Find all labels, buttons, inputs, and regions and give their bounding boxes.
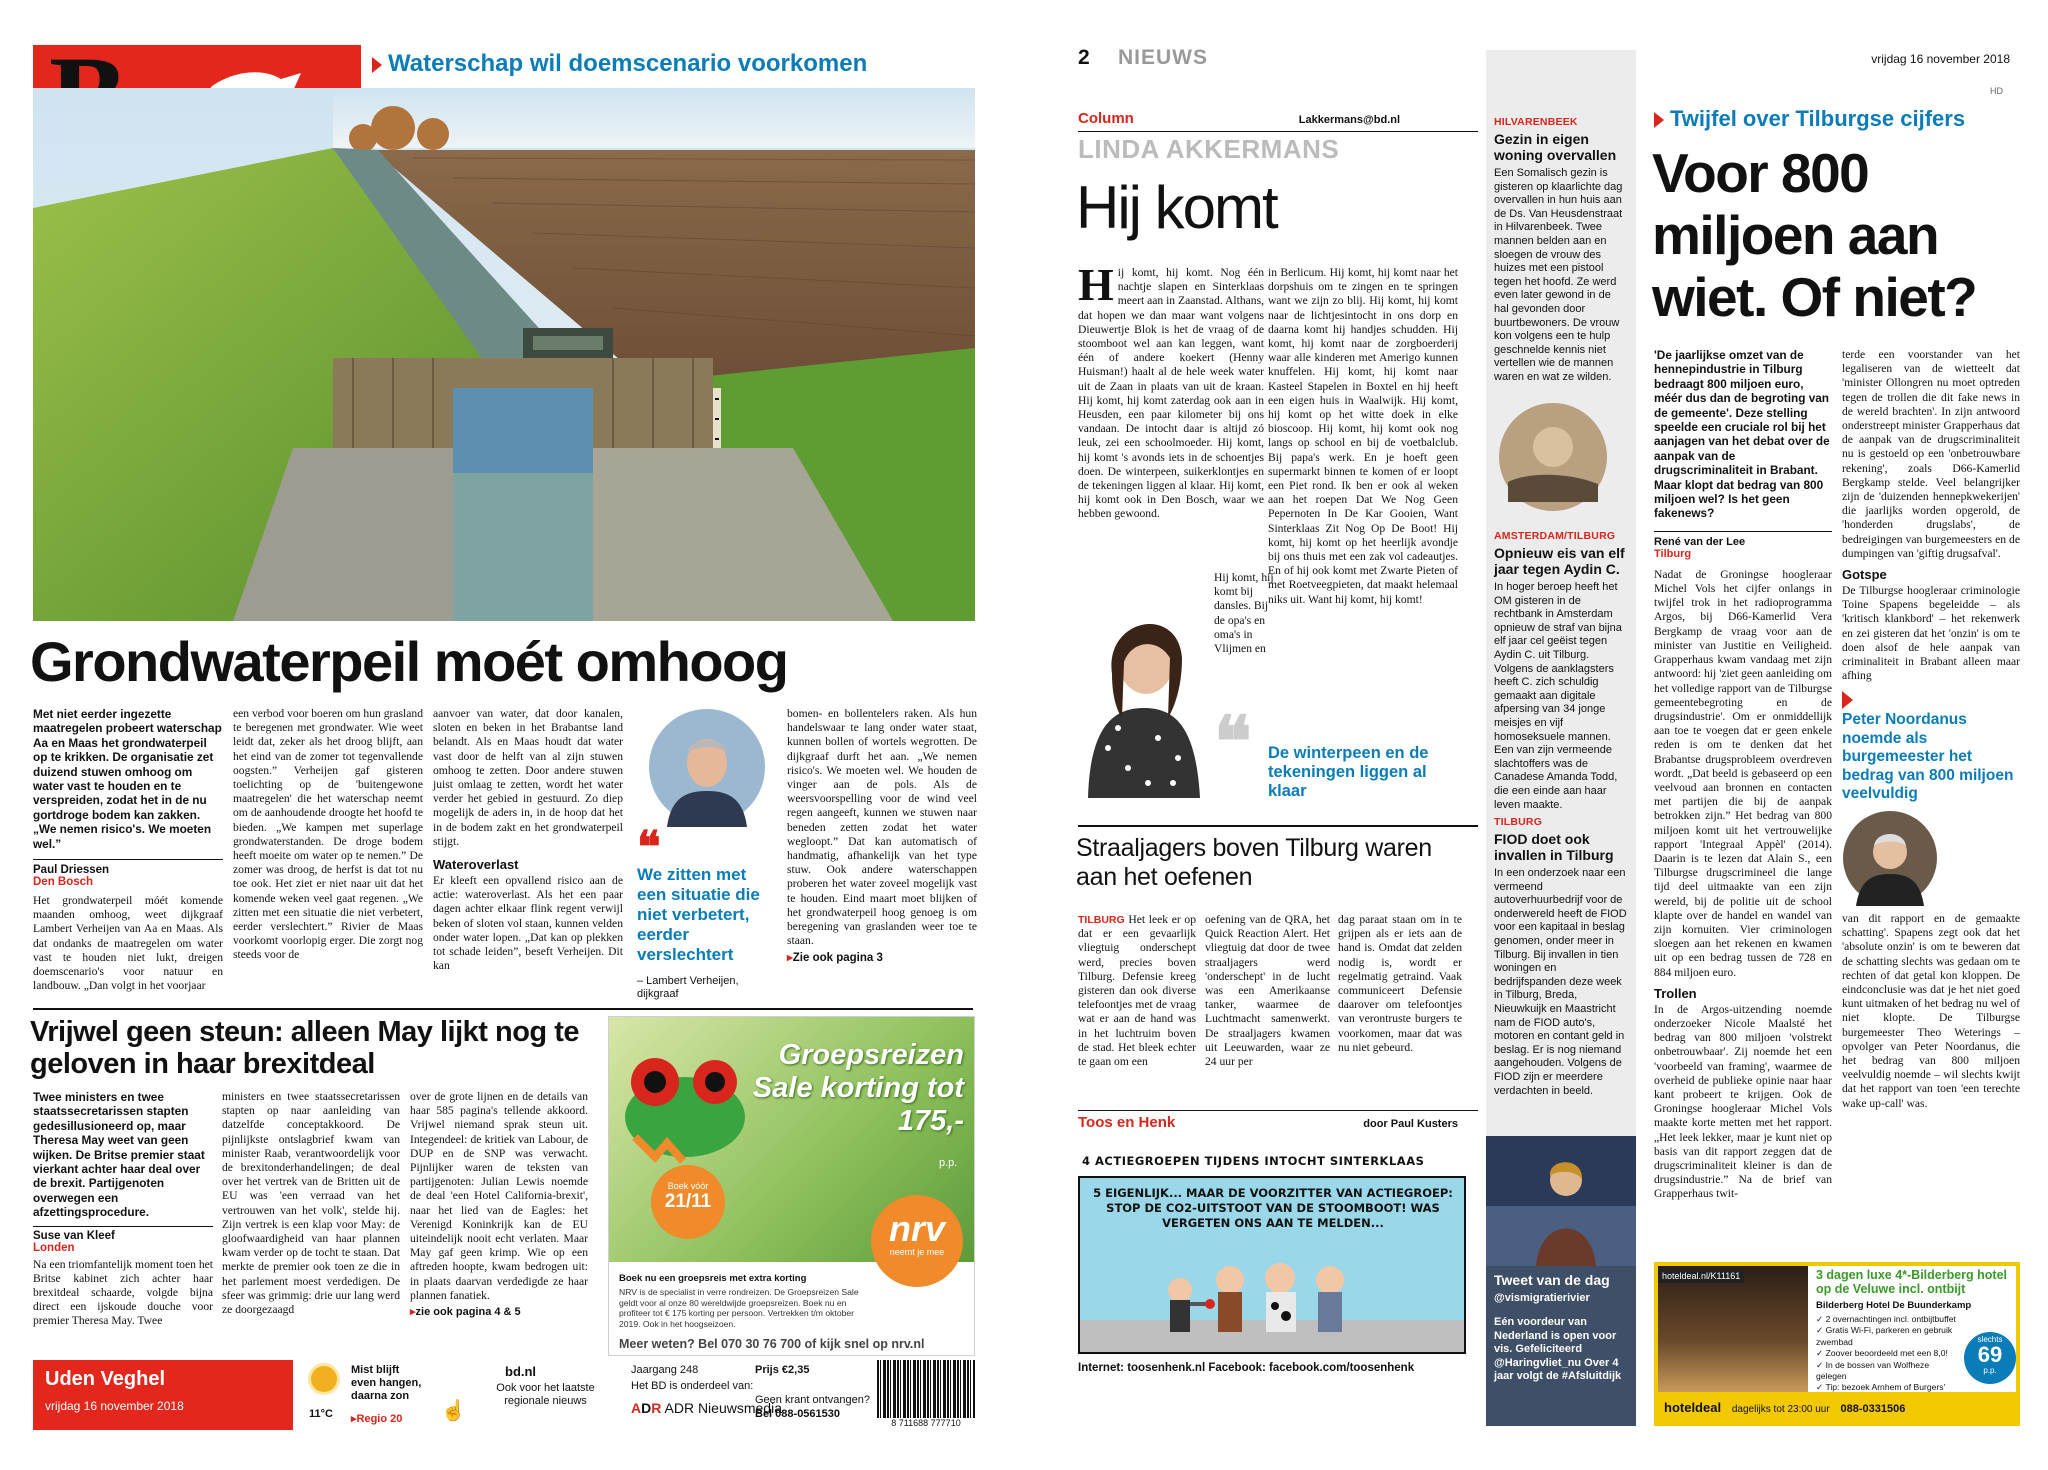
main-subhead-2: Gotspe (1842, 567, 1887, 583)
comic-author: door Paul Kusters (1363, 1118, 1458, 1130)
page-date: vrijdag 16 november 2018 (1871, 52, 2010, 66)
jet-headline[interactable]: Straaljagers boven Tilburg waren aan het oefenen (1076, 834, 1432, 891)
hand-icon: ☝ (441, 1400, 466, 1422)
price-pp: p.p. (1983, 1366, 1997, 1375)
hotel-feature: ✓ 2 overnachtingen incl. ontbijtbuffet (1816, 1314, 1956, 1324)
comic-drawing (1080, 1250, 1466, 1354)
brexit-lead: Twee ministers en twee staatssecretarissen stapten gedesillusioneerd op, maar Theresa May weet van geen wijken. De Britse premier staat vierkant achter haar deal over de brexit. Partijgenoten overwegen een afzettingsprocedure. (33, 1090, 205, 1220)
hotel-bar (1658, 1392, 2016, 1422)
article-col-1 (33, 707, 223, 995)
sidebar-item-hilvarenbeek[interactable] (1494, 116, 1628, 385)
price-value: 69 (1977, 1342, 2003, 1367)
comic-panel (1078, 1176, 1466, 1354)
column-quote: De winterpeen en de tekeningen liggen al klaar (1268, 744, 1429, 800)
jet-body-3: dag paraat staan om in te grijpen als er iets aan de hand is. Omdat dat zelden nodig is, wordt er regelmatig getraind. Vaak communiceert Defensie daarover om telefoontjes van verontruste burgers te voorkomen, maar dat was nu niet gebeurd. (1338, 913, 1462, 1054)
sidebar-body: In een onderzoek naar een vermeend autoverhuurbedrijf voor de onderwereld heeft de FIOD voor een kapitaal in beslag genomen, onder meer in Tilburg. Bij invallen in tien woningen en bedrijfspanden deze week in Tilburg, Breda, Nieuwkuijk en Maastricht nam de FIOD auto's, motoren en contant geld in beslag. Er is nog niemand aangehouden. Volgens de FIOD zijn er meerdere verdachten in beeld. (1494, 867, 1627, 1097)
edition-date: vrijdag 16 november 2018 (45, 1399, 184, 1413)
jet-col-2 (1205, 913, 1330, 1071)
brexit-headline[interactable]: Vrijwel geen steun: alleen May lijkt nog te geloven in haar brexitdeal (30, 1016, 579, 1080)
tweet-photo (1486, 1136, 1636, 1266)
main-subhead-1: Trollen (1654, 985, 1697, 1001)
brexit-author: Suse van Kleef (33, 1229, 115, 1242)
see-also-link[interactable]: ▸Zie ook pagina 3 (787, 952, 883, 965)
hotel-feature: ✓ Zoover beoordeeld met een 8,0! (1816, 1348, 1948, 1359)
brexit-col-2 (222, 1090, 400, 1319)
nrv-logo (871, 1195, 963, 1287)
jet-rule (1078, 825, 1478, 827)
article-author: Paul Driessen (33, 864, 110, 877)
sidebar-head: Opnieuw eis van elf jaar tegen Aydin C. (1494, 545, 1625, 577)
main-headline-right[interactable]: Voor 800 miljoen aan wiet. Of niet? (1652, 142, 1977, 328)
columnist-photo (1078, 578, 1210, 798)
comic-title: 4 ACTIEGROEPEN TIJDENS INTOCHT SINTERKLAAS (1082, 1154, 1425, 1168)
section-rule (33, 1008, 973, 1010)
hotel-feature: ✓ In de bossen van Wolfheze gelegen (1816, 1359, 1930, 1382)
krant-question: Geen krant ontvangen? (755, 1394, 870, 1406)
sidebar-body: In hoger beroep heeft het OM gisteren in de rechtbank in Amsterdam opnieuw de straf van bijna elf jaar cel geëist tegen Aydin C. uit Tilburg. Volgens de aanklagsters heeft C. zich schuldig gemaakt aan digitale afpersing van 34 jonge meisjes en vijf homoseksuele mannen. Een van zijn vermeende slachtoffers was de Canadese Amanda Todd, die een einde aan haar leven maakte. (1494, 581, 1622, 811)
weather-regio[interactable]: ▸Regio 20 (351, 1413, 403, 1425)
column-body-c: in Berlicum. Hij komt, hij komt naar het dorpshuis om te zingen en te springen want we zijn zo blij. Hij komt, hij komt naar de lichtjesintocht in ons dorp en daarna komt hij handjes schudden. Hij komt, hij komt naar de zorgboerderij waar alle kinderen met Amerigo kunnen knuffelen. Hij komt, hij komt naar Kasteel Stapelen in Boxtel en hij heeft een eigen huis in Waalwijk. Hij komt, hij komt op het witte doek in elke bioscoop. Hij komt, hij komt ook nog langs op school en bij de voetbalclub. Bij papa's werk. En je hoeft geen supermarkt binnen te komen of er loopt een Piet rond. Ik ben er ook al weken aan het roepen Dat We Nog Geen Pepernoten In De Kar Gooien, Want Sinterklaas Zit Nog Op De Boot! Hij komt, hij komt op het heerlijk avondje bij ons thuis met een zak vol cadeautjes. En of hij ook komt met Zwarte Pieten of met Roetveegpieten, dat maakt helemaal niks uit. Want hij komt, hij komt! (1268, 266, 1458, 606)
hotel-phone[interactable]: 088-0331506 (1840, 1403, 1906, 1415)
brexit-col-1 (33, 1090, 213, 1331)
column-body-a: ij komt, hij komt. Nog één nachtje slapen en Sinterklaas meert aan in Zaanstad. Althans, dat hopen we dan maar want volgens Dieuwertje Blok is het de vraag of de stoomboot wel aan kan leggen, want één of andere koekert (Henny Huisman!) haalt al de hele week water uit de Zaan in plaats van uit de kraan. Hij komt, hij komt zaterdag ook aan in Heusden, een paar kilometer bij ons vandaan. De intocht daar is altijd zó leuk, zei een schoolmoeder. Hij komt, hij komt 's avonds iets in de schoentjes doen. De winterpeen, suikerklontjes en de tekeningen liggen al klaar. Hij komt, hij komt ook in Den Bosch, waar we hebben gewoond. (1078, 266, 1264, 521)
main-author: René van der Lee (1654, 535, 1746, 548)
column-col-2 (1268, 266, 1458, 609)
frog-icon (615, 1037, 765, 1167)
page-code: HD (1990, 86, 2003, 96)
ad-body: NRV is de specialist in verre rondreizen. De Groepsreizen Sale geldt voor al onze 80 wereldwijde groepsreizen. Boek nu en profiteer tot € 175 korting per persoon. Vertrekken t/m oktober 2019. Ook in het hoogseizoen. (619, 1287, 859, 1329)
tweet-text: Eén voordeur van Nederland is open voor vis. Gefeliciteerd @Haringvliet_nu Over 4 jaar volgt de #Afsluitdijk (1494, 1316, 1622, 1382)
hotel-title: 3 dagen luxe 4*-Bilderberg hotel op de Veluwe incl. ontbijt (1816, 1268, 2008, 1296)
article-body-5: bomen- en bollentelers raken. Als hun handelswaar te lang onder water staat, kunnen bollen of wortels wegrotten. De dijkgraaf durft het aan. „We nemen risico's. We moeten wel. We houden de vinger aan de pols. Als de weersvoorspelling voor de wind veel regen aangeeft, kunnen we stuwen naar beneden zetten zodat het water wegloopt.” Dat kan automatisch of handmatig, afhankelijk van het type stuw. Ook andere waterschappen proberen het water zoveel mogelijk vast te houden. Eind maart moet blijken of het grondwaterpeil hoog genoeg is om beregening van graslanden weer toe te staan. (787, 707, 977, 948)
hotel-site[interactable]: hoteldeal.nl/K11161 (1658, 1269, 1744, 1283)
teaser-text: Waterschap wil doemscenario voorkomen (388, 50, 868, 77)
sidebar-tag: HILVARENBEEK (1494, 116, 1578, 128)
lead-rule (33, 859, 223, 860)
hotel-feature: ✓ Gratis Wi-Fi, parkeren en gebruik zwembad (1816, 1325, 1953, 1347)
sidebar-tag: TILBURG (1494, 816, 1543, 828)
nrv-ad[interactable] (608, 1016, 975, 1356)
column-title: Hij komt (1076, 174, 1277, 241)
article-col-5 (787, 707, 977, 964)
comic-footer[interactable]: Internet: toosenhenk.nl Facebook: facebook.com/toosenhenk (1078, 1362, 1415, 1374)
noordanus-photo (1842, 810, 1938, 906)
site-text: Ook voor het laatste regionale nieuws (496, 1382, 595, 1407)
arrow-icon (1654, 112, 1664, 128)
main-lead: 'De jaarlijkse omzet van de hennepindustrie in Tilburg bedraagt 800 miljoen euro, méér dus dan de begroting van de gemeente'. Deze stelling speelde een cruciale rol bij het aanjagen van het debat over de aanpak van de drugscriminaliteit in Brabant. Maar klopt dat bedrag van 800 miljoen wel? Is het geen fakenews? (1654, 348, 1830, 521)
kicker-text: Twijfel over Tilburgse cijfers (1670, 106, 1966, 131)
sidebar-head: Gezin in eigen woning overvallen (1494, 131, 1617, 163)
column-col-1 (1078, 259, 1264, 524)
comic-rule (1078, 1110, 1478, 1111)
ad-badge (651, 1165, 725, 1239)
hotel-feature: ✓ Tip: bezoek Arnhem of Burgers' (1816, 1382, 1946, 1393)
edition-box (33, 1360, 293, 1430)
main-col-1 (1654, 348, 1832, 1204)
barcode-number: 8 711688 777710 (877, 1418, 975, 1428)
main-body-1: Nadat de Groningse hoogleraar Michel Vols het cijfer onlangs in twijfel trok in het radioprogramma Argos, bij D66-Kamerlid Vera Bergkamp de vraag voor aan de minister van Justitie en Veiligheid. Grapperhaus kwam vandaag met zijn antwoord: hij 'ziet geen aanleiding om het volledige rapport van de Tilburgse gemeentebegroting en de drugsindustrie'. Om er onmiddellijk aan toe te voegen dat er geen enkele reden is om te denken dat het Brabantse drugsprobleem overdreven wordt. „Dat beeld is gebaseerd op een veelvoud aan bronnen en contacten met partijen die bij de aanpak betrokken zijn.” Het bedrag van 800 miljoen komt uit het vertrouwelijke rapport 'Integraal Appèl' (2014). Daarin is te lezen dat Alain S., een Tilburgse drugscrimineel die lange tijd deel uitmaakte van een zijn wereld, bij de politie uit de school klapte over de handel en wandel van zijn kornuiten. Vier criminologen sloegen aan het rekenen en kwamen uit op een bedrag tussen de 728 en 884 miljoen euro. (1654, 567, 1832, 979)
tweet-box (1486, 1136, 1636, 1426)
ad-title: Groepsreizen Sale korting tot 175,- (752, 1039, 964, 1137)
arrow-icon (1842, 691, 1853, 709)
brexit-body-2: ministers en twee staatssecretarissen stapten op naar aanleiding van datzelfde conceptakkoord. De pijnlijkste ontslagbrief kwam van minister Raab, verantwoordelijk voor de brexitonderhandelingen; de deal over het vertrek van de Britten uit de EU was 'een verraad van het vertrouwen van het volk', stelde hij. Zijn vertrek is een klap voor May: de gloofwaardigheid van haar plannen kwam verder op de tocht te staan. Dat merkte de premier ook toen ze die in het parlement moest verdedigen. De sfeer was grimmig: drie uur lang werd ze doorgezaagd (222, 1090, 400, 1317)
main-body-1b: In de Argos-uitzending noemde onderzoeker Nicole Maalsté het bedrag van 800 miljoen 'volstrekt onbetrouwbaar'. Zij noemde het een 'voorbeeld van framing', waarmee de overheid de publieke opinie naar haar kant probeert te krijgen. Ook de Groningse hoogleraar Michel Vols maakte korte metten met het rapport. „Het leek lekker, maar je kunt niet op basis van dit rapport zeggen dat de drugscriminaliteit kleiner is dan de drugsindustrie.” Na de brief van Grapperhaus twit- (1654, 1002, 1832, 1201)
column-author: LINDA AKKERMANS (1078, 134, 1340, 164)
main-pull-quote: Peter Noordanus noemde als burgemeester het bedrag van 800 miljoen veelvuldig (1842, 711, 2014, 803)
page-number: 2 (1078, 46, 1090, 69)
sidebar-head: FIOD doet ook invallen in Tilburg (1494, 831, 1614, 863)
jaargang: Jaargang 248 (631, 1364, 699, 1376)
sidebar-item-fiod[interactable] (1494, 816, 1628, 1098)
hotel-photo (1658, 1266, 1808, 1392)
brexit-body-1: Na een triomfantelijk moment toen het Britse kabinet zich achter haar brexitdeal schaarde, volgde bijna direct een ijskoude douche voor premier Theresa May. Twee (33, 1257, 213, 1328)
main-body-2b: van dit rapport en de gemaakte schatting'. Spapens zegt ook dat het 'absolute onzin' is om te beweren dat de schatting slechts was gedaan om te rechten of dat getal kon kloppen. De eindconclusie was dat je het niet goed kunt uitmaken of het bedrag nu wel of niet klopte. De Tilburgse burgemeester Theo Weterings – opvolger van Peter Noordanus, die het bedrag van 800 miljoen veelvuldig noemde – wil slechts kwijt dat het rapport van toen 'een terechte wake up-call' was. (1842, 911, 2020, 1110)
column-quote-mark: ❝ (1214, 703, 1252, 781)
jet-col-3 (1338, 913, 1462, 1057)
brexit-place: Londen (33, 1241, 75, 1254)
price: Prijs €2,35 (755, 1364, 810, 1376)
brexit-col-3 (410, 1090, 588, 1318)
ad-head: Boek nu een groepsreis met extra korting (619, 1273, 807, 1284)
main-body-2: terde een voorstander van het legaliseren van de wietteelt dat 'minister Ollongren nu moet optreden tegen de trollen die dit fake news in de wereld brachten'. In zijn antwoord onderstreept minister Grapperhaus dat de aanpak van de drugscriminaliteit nu is gestoeld op een 'onbetrouwbare rekening', zoals D66-Kamerlid Bergkamp stelde. Veel belangrijker zijn de 'duizenden hennepkwekerijen' die jaarlijks worden opgerold, de 'honderden drugslabs', de bedreigingen van burgemeesters en de dumpingen van 'giftig drugsafval'. (1842, 348, 2020, 560)
main-kicker[interactable] (1654, 106, 2024, 132)
hotel-hours: dagelijks tot 23:00 uur (1731, 1404, 1830, 1415)
article-col-2 (233, 707, 423, 965)
sidebar-tag: AMSTERDAM/TILBURG (1494, 530, 1616, 542)
jet-col-1 (1078, 913, 1196, 1071)
main-place: Tilburg (1654, 547, 1692, 560)
nrv-logo-text: nrv (888, 1208, 946, 1249)
article-col-3 (433, 707, 623, 975)
jet-body-2: oefening van de QRA, het Quick Reaction Alert. Het vliegtuig dat door de twee straaljagers werd 'onderschept' in de lucht was een Amerikaanse tanker, waarmee de Luchtmacht samenwerkt. De straaljagers kwamen uit Leeuwarden, waar ze 24 uur per (1205, 913, 1330, 1069)
tweet-handle[interactable]: @vismigratierivier (1494, 1292, 1590, 1304)
weather-sun-icon (311, 1366, 337, 1392)
article-lead: Met niet eerder ingezette maatregelen probeert waterschap Aa en Maas het grondwaterpeil op te krikken. De organisatie zet duizend stuwen omhoog om water vast te houden en te verspreiden, zodat het in de nu gortdroge bodem kan zakken. „We nemen risico's. We moeten wel.” (33, 707, 222, 851)
badge-top: Boek vóór (667, 1181, 709, 1191)
krant-phone: Bel 088-0561530 (755, 1408, 841, 1420)
comic-label: Toos en Henk (1078, 1114, 1176, 1131)
hotel-name: Bilderberg Hotel De Buunderkamp (1816, 1300, 1972, 1311)
column-email[interactable]: Lakkermans@bd.nl (1298, 114, 1400, 126)
edition-name: Uden Veghel (45, 1368, 166, 1390)
article-body-3b: Er kleeft een opvallend risico aan de actie: wateroverlast. Als het een paar dagen achter elkaar flink regent verwijl beken of sloten vol staan, kunnen velden onder water lopen. „Dat kan op plekken tot schade leiden”, beseft Verheijen. Dit kan (433, 874, 623, 973)
brexit-rule (33, 1226, 213, 1227)
article-body-3a: aanvoer van water, dat door kanalen, sloten en beken in het Brabantse land belandt. Als en Maas houdt dat water vast door de helft van al zijn stuwen omhoog te zetten. Door andere stuwen juist omlaag te zetten, wordt het water verder het gebied in gestuurd. Zo diep mogelijk de aders in, in de hoop dat het in de bodem zakt en het grondwaterpeil stijgt. (433, 707, 623, 848)
barcode (877, 1360, 975, 1418)
page-2 (1030, 0, 2048, 1470)
column-dropcap: H (1078, 259, 1114, 310)
tweet-label: Tweet van de dag (1494, 1272, 1610, 1288)
comic-speech: 5 EIGENLIJK... MAAR DE VOORZITTER VAN ACTIEGROEP: STOP DE CO2-UITSTOOT VAN DE STOOMBOOT! WAS VERGETEN ONS AAN TE MELDEN... (1093, 1186, 1453, 1230)
price-prefix: slechts (1977, 1335, 2003, 1344)
column-label: Column (1078, 110, 1134, 127)
main-col-2 (1842, 348, 2020, 1113)
quote-marks-icon: ❝ (637, 823, 661, 872)
article-subhead: Wateroverlast (433, 857, 519, 873)
section-name: NIEUWS (1118, 46, 1208, 69)
site-link[interactable]: bd.nl (505, 1364, 537, 1379)
column-col-1b (1214, 571, 1276, 658)
news-sidebar (1486, 50, 1636, 1426)
article-place: Den Bosch (33, 876, 94, 889)
ad-pp: p.p. (939, 1157, 958, 1169)
article-body-1: Het grondwaterpeil móét komende maanden omhoog, weet dijkgraaf Lambert Verheijen van Aa en Maas. Als dat ondanks de maatregelen om water vast te houden niet lukt, dreigen doemscenario's voor natuur en landbouw. „Dan volgt in het voorjaar (33, 894, 223, 993)
teaser-headline[interactable] (372, 50, 992, 84)
main-body-2a: De Tilburgse hoogleraar criminologie Toine Spapens begeleidde – als 'kritisch klankbord' – het rekenwerk en zei gisteren dat het 'onzin' is om te doen alsof de hele aanpak van criminaliteit in Brabant alleen maar afhing (1842, 584, 2020, 683)
adr-logo: ADR ADR Nieuwsmedia (631, 1400, 782, 1416)
jet-body-1: TILBURG Het leek er op dat er een gevaarlijk vliegtuig onderschept werd, precies boven Tilburg. Defensie kreeg gisteren dan ook diverse telefoontjes met de vraag wat er aan de hand was in het luchtruim boven de stad. Het bleek echter te gaan om een (1078, 913, 1196, 1069)
badge-date: 21/11 (664, 1191, 712, 1212)
pull-quote: We zitten met een situatie die niet verbetert, eerder verslechtert (637, 865, 760, 964)
weather-text: Mist blijft even hangen, daarna zon (351, 1364, 422, 1402)
weir-photo (33, 88, 975, 621)
sidebar-body: Een Somalisch gezin is gisteren op klaarlichte dag overvallen in hun huis aan de Ds. Van Heusdenstraat in Hilvarenbeek. Twee mannen belden aan en sloegen de vrouw des huizes met een pistool tegen het hoofd. Ze werd even later gewond in de hal gevonden door buurtbewoners. De vrouw kon volgens een te hulp geschnelde kennis niet vertellen wie de mannen waren en wat ze wilden. (1494, 167, 1623, 383)
brexit-body-3: over de grote lijnen en de details van haar 585 pagina's tellende akkoord. Vrijwel niemand sprak steun uit. Integendeel: de kritiek van Labour, de DUP en de SNP was verwacht. Pijnlijker waren de teksten van partijgenoten: Julian Lewis noemde de deal 'een Hotel California-brexit', naar het lied van de Eagles: het Verenigd Koninkrijk kan de EU uiteindelijk nooit echt verlaten. Maar May gaf geen krimp. Wie op een aftreden hoopte, kwam bedrogen uit: in plaats daarvan verdedigde ze haar plannen fanatiek. (410, 1090, 588, 1302)
front-footer (33, 1360, 975, 1430)
hotel-ad[interactable] (1654, 1262, 2020, 1426)
ad-cta[interactable]: Meer weten? Bel 070 30 76 700 of kijk snel op nrv.nl (619, 1337, 925, 1351)
quote-box (637, 707, 777, 1001)
front-page (0, 0, 1010, 1470)
main-headline[interactable]: Grondwaterpeil moét omhoog (30, 630, 788, 693)
main-lead-rule (1654, 531, 1832, 532)
adr-text: Het BD is onderdeel van: (631, 1380, 754, 1392)
nrv-logo-sub: neemt je mee (889, 1247, 945, 1257)
arrow-icon (372, 57, 382, 73)
hotel-price-badge (1964, 1332, 2016, 1384)
column-body-b: Hij komt, hij komt bij dansles. Bij de opa's en oma's in Vlijmen en (1214, 571, 1274, 656)
portrait-photo (647, 707, 767, 827)
article-body-2: een verbod voor boeren om hun grasland te beregenen met grondwater. Wie weet leidt dat, zeker als het droog blijft, aan het eind van de zomer tot tegenvallende oogsten.” Verheijen gaf gisteren toelichting op de 'buitengewone maatregelen' die het waterschap neemt om de aanhoudende droogte het hoofd te bieden. „We kampen met superlage grondwaterstanden. De droge bodem heeft moeite om water op te nemen.” De zomer was droog, de herfst is dat tot nu toe ook. Het ziet er niet naar uit dat het komende weken veel gaat regenen. „We zitten met een situatie die niet verbetert, eerder verslechtert.” Rivier de Maas voorkomt voorlopig erger. Die zorgt nog steeds voor de (233, 707, 423, 962)
weather-temp: 11°C (309, 1408, 333, 1420)
sidebar-photo (1498, 402, 1608, 512)
hotel-brand: hoteldeal (1664, 1400, 1722, 1415)
sidebar-item-aydin[interactable] (1494, 530, 1628, 812)
column-top-rule (1078, 131, 1478, 132)
brexit-see-also-link[interactable]: ▸zie ook pagina 4 & 5 (410, 1306, 521, 1319)
pull-quote-author: – Lambert Verheijen, dijkgraaf (637, 975, 739, 1000)
